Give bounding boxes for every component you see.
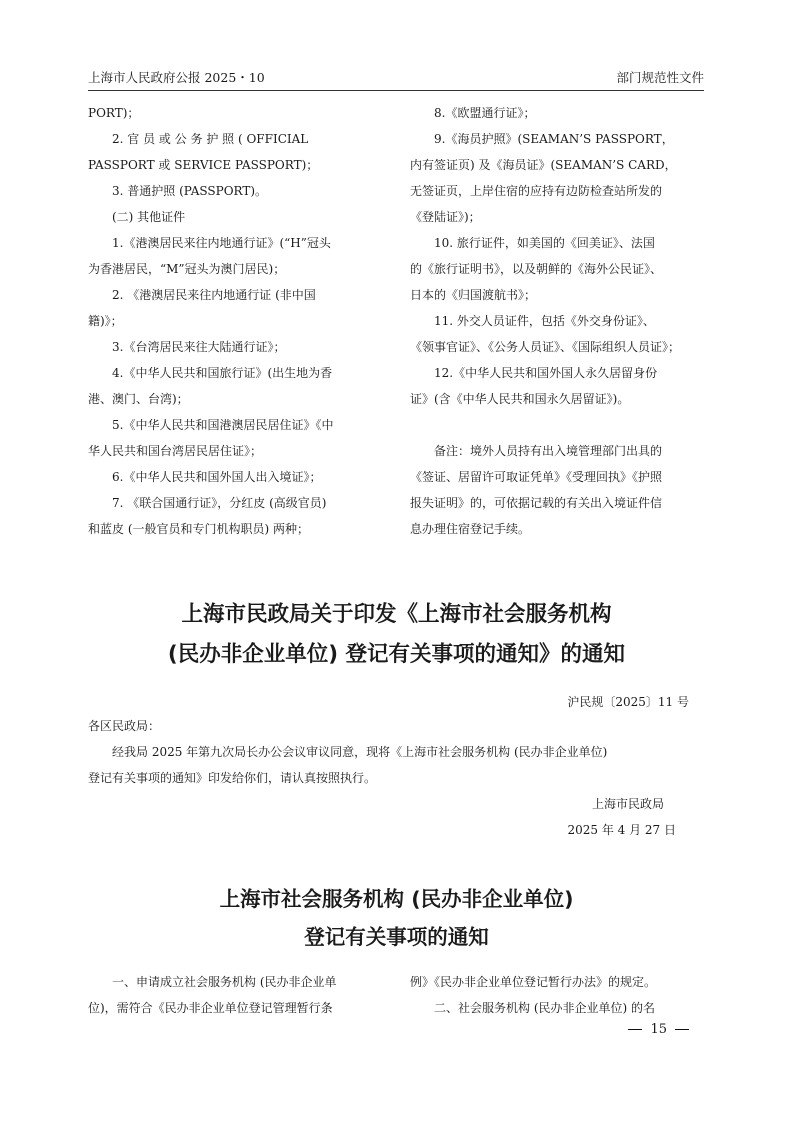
attachment-right-line2: 二、社会服务机构 (民办非企业单位) 的名: [434, 1001, 655, 1015]
page-number: [620, 1022, 697, 1037]
issuer: 上海市民政局: [591, 797, 664, 811]
attachment-title-line2: 登记有关事项的通知: [304, 925, 489, 949]
attachment-right-line1: 例》《民办非企业单位登记暂行办法》的规定。: [410, 975, 657, 989]
notice-title-line1: 上海市民政局关于印发《上海市社会服务机构: [181, 602, 612, 627]
page-number-value: 15: [650, 1022, 667, 1037]
text-line: 12.《中华人民共和国外国人永久居留身份: [434, 366, 658, 380]
text-line: 港、澳门、台湾)；: [88, 392, 189, 406]
text-line: 内有签证页) 及《海员证》(SEAMAN’S CARD，: [410, 158, 677, 172]
text-line: PORT)；: [88, 106, 140, 120]
text-line: 的《旅行证明书》，以及朝鲜的《海外公民证》、: [410, 262, 663, 276]
note-line: 备注：境外人员持有出入境管理部门出具的: [434, 444, 663, 458]
text-line: 2. 《港澳居民来往内地通行证 (非中国: [112, 288, 316, 302]
text-line: 和蓝皮 (一般官员和专门机构职员) 两种；: [88, 522, 309, 536]
text-line: 6.《中华人民共和国外国人出入境证》；: [112, 470, 322, 484]
section-subheading: (二) 其他证件: [112, 210, 186, 224]
dash-left: [628, 1029, 642, 1031]
dash-right: [675, 1029, 689, 1031]
note-line: 报失证明》的，可依据记载的有关出入境证件信: [410, 496, 663, 510]
note-line: 《签证、居留许可取证凭单》《受理回执》《护照: [410, 470, 663, 484]
text-line: 5.《中华人民共和国港澳居民居住证》《中: [112, 418, 334, 432]
notice-title-line2: (民办非企业单位) 登记有关事项的通知》的通知: [167, 642, 626, 667]
notice-body-line2: 登记有关事项的通知》印发给你们，请认真按照执行。: [88, 771, 377, 785]
left-column: [88, 100, 388, 542]
text-line: 3. 普通护照 (PASSPORT)。: [112, 184, 268, 198]
text-line: PASSPORT 或 SERVICE PASSPORT)；: [88, 158, 319, 172]
note-line: 息办理住宿登记手续。: [410, 522, 531, 536]
text-line: 《登陆证》)；: [410, 210, 481, 224]
addressee: 各区民政局：: [88, 719, 161, 733]
text-line: 1.《港澳居民来往内地通行证》(“H”冠头: [112, 236, 331, 250]
text-line: 11. 外交人员证件，包括《外交身份证》、: [434, 314, 655, 328]
issue-date: 2025 年 4 月 27 日: [567, 823, 676, 837]
attachment-title-line1: 上海市社会服务机构 (民办非企业单位): [219, 887, 574, 911]
text-line: 10. 旅行证件，如美国的《回美证》、法国: [434, 236, 655, 250]
text-line: 3.《台湾居民来往大陆通行证》；: [112, 340, 286, 354]
text-line: 7. 《联合国通行证》，分红皮 (高级官员): [112, 496, 327, 510]
notice-body-line1: 经我局 2025 年第九次局长办公会议审议同意，现将《上海市社会服务机构 (民办非企业单位): [112, 745, 608, 759]
text-line: 证》(含《中华人民共和国永久居留证》)。: [410, 392, 630, 406]
text-line: 日本的《归国渡航书》；: [410, 288, 537, 302]
text-line: 8.《欧盟通行证》；: [434, 106, 536, 120]
right-column: [410, 100, 710, 542]
blank-line: [410, 412, 710, 438]
text-line: 为香港居民，“M”冠头为澳门居民)；: [88, 262, 286, 276]
text-line: 无签证页，上岸住宿的应持有边防检查站所发的: [410, 184, 663, 198]
text-line: 《领事官证》、《公务人员证》、《国际组织人员证》；: [410, 340, 681, 354]
attachment-left-line2: 位)，需符合《民办非企业单位登记管理暂行条: [88, 1001, 333, 1015]
text-line: 华人民共和国台湾居民居住证》；: [88, 444, 263, 458]
header-rule: [88, 90, 704, 91]
doc-number: 沪民规〔2025〕11 号: [567, 695, 689, 709]
text-line: 4.《中华人民共和国旅行证》(出生地为香: [112, 366, 333, 380]
text-line: 2. 官 员 或 公 务 护 照 ( OFFICIAL: [112, 132, 309, 146]
text-line: 籍)》；: [88, 314, 123, 328]
attachment-left-line1: 一、申请成立社会服务机构 (民办非企业单: [112, 975, 337, 989]
text-line: 9.《海员护照》(SEAMAN’S PASSPORT，: [434, 132, 674, 146]
header-publication: 上海市人民政府公报 2025・10: [88, 70, 265, 85]
header-section: 部门规范性文件: [616, 70, 704, 85]
